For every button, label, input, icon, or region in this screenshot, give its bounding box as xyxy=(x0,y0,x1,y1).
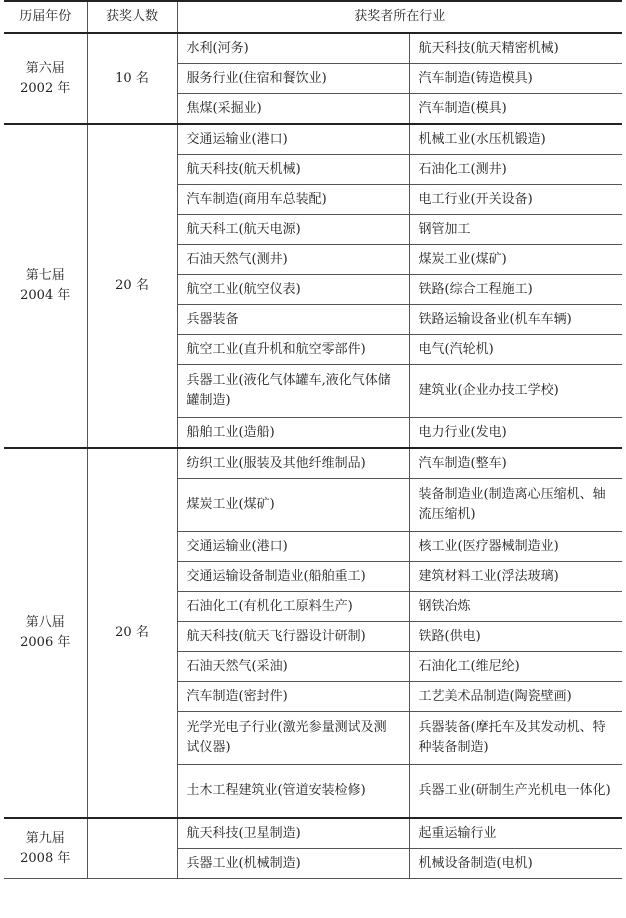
session-name: 第八届 xyxy=(25,615,65,630)
industry-cell-left: 石油化工(有机化工原料生产) xyxy=(177,592,409,622)
industry-cell-right: 机械设备制造(电机) xyxy=(409,849,622,879)
industry-cell-left: 航空工业(直升机和航空零部件) xyxy=(177,335,409,365)
industry-cell-left: 兵器工业(液化气体罐车,液化气体储罐制造) xyxy=(177,365,409,418)
session-year: 2002 年 xyxy=(20,80,71,96)
industry-cell-left: 交通运输业(港口) xyxy=(177,532,409,562)
table-row xyxy=(4,124,622,155)
industry-cell-left: 兵器装备 xyxy=(177,305,409,335)
industry-cell-left: 兵器工业(机械制造) xyxy=(177,849,409,879)
award-count-cell xyxy=(87,818,177,879)
session-cell xyxy=(4,818,87,879)
session-name: 第七届 xyxy=(25,268,65,283)
industry-cell-left: 纺织工业(服装及其他纤维制品) xyxy=(177,448,409,479)
industry-cell-left: 航天科工(航天电源) xyxy=(177,215,409,245)
industry-cell-right: 铁路运输设备业(机车车辆) xyxy=(409,305,622,335)
industry-cell-left: 交通运输设备制造业(船舶重工) xyxy=(177,562,409,592)
industry-cell-right: 建筑材料工业(浮法玻璃) xyxy=(409,562,622,592)
industry-cell-right: 起重运输行业 xyxy=(409,818,622,849)
session-name: 第九届 xyxy=(25,830,65,846)
industry-cell-left: 服务行业(住宿和餐饮业) xyxy=(177,64,409,94)
industry-cell-right: 汽车制造(铸造模具) xyxy=(409,64,622,94)
table-body xyxy=(4,33,622,879)
header-row xyxy=(4,1,622,33)
industry-cell-right: 石油化工(测井) xyxy=(409,155,622,185)
industry-cell-left: 船舶工业(造船) xyxy=(177,418,409,449)
session-year: 2006 年 xyxy=(20,635,71,650)
table-row xyxy=(4,818,622,849)
session-year: 2008 年 xyxy=(20,850,71,866)
session-cell xyxy=(4,448,87,818)
industry-cell-left: 焦煤(采掘业) xyxy=(177,94,409,125)
session-cell xyxy=(4,33,87,124)
industry-cell-left: 石油天然气(测井) xyxy=(177,245,409,275)
header-industry: 获奖者所在行业 xyxy=(177,1,622,33)
award-count-cell: 10 名 xyxy=(87,33,177,124)
industry-cell-right: 装备制造业(制造离心压缩机、轴流压缩机) xyxy=(409,479,622,532)
industry-cell-left: 汽车制造(密封件) xyxy=(177,682,409,712)
session-year: 2004 年 xyxy=(20,288,71,303)
industry-cell-right: 电气(汽轮机) xyxy=(409,335,622,365)
industry-cell-right: 石油化工(维尼纶) xyxy=(409,652,622,682)
industry-cell-left: 航天科技(航天飞行器设计研制) xyxy=(177,622,409,652)
industry-cell-right: 工艺美术品制造(陶瓷壁画) xyxy=(409,682,622,712)
industry-cell-right: 建筑业(企业办技工学校) xyxy=(409,365,622,418)
industry-cell-left: 航天科技(航天机械) xyxy=(177,155,409,185)
table-row xyxy=(4,33,622,64)
industry-cell-right: 钢铁冶炼 xyxy=(409,592,622,622)
industry-cell-left: 汽车制造(商用车总装配) xyxy=(177,185,409,215)
industry-cell-right: 铁路(综合工程施工) xyxy=(409,275,622,305)
table-row xyxy=(4,448,622,479)
industry-cell-right: 兵器装备(摩托车及其发动机、特种装备制造) xyxy=(409,712,622,765)
session-name: 第六届 xyxy=(25,60,65,76)
industry-cell-right: 煤炭工业(煤矿) xyxy=(409,245,622,275)
industry-cell-right: 钢管加工 xyxy=(409,215,622,245)
header-count: 获奖人数 xyxy=(87,1,177,33)
industry-cell-left: 石油天然气(采油) xyxy=(177,652,409,682)
award-count-cell: 20 名 xyxy=(87,124,177,448)
industry-cell-right: 电力行业(发电) xyxy=(409,418,622,449)
industry-cell-right: 核工业(医疗器械制造业) xyxy=(409,532,622,562)
industry-cell-left: 煤炭工业(煤矿) xyxy=(177,479,409,532)
industry-cell-left: 土木工程建筑业(管道安装检修) xyxy=(177,765,409,819)
industry-cell-left: 交通运输业(港口) xyxy=(177,124,409,155)
industry-cell-right: 铁路(供电) xyxy=(409,622,622,652)
industry-cell-right: 机械工业(水压机锻造) xyxy=(409,124,622,155)
awards-table xyxy=(4,0,622,879)
industry-cell-left: 航天科技(卫星制造) xyxy=(177,818,409,849)
industry-cell-right: 汽车制造(整车) xyxy=(409,448,622,479)
industry-cell-right: 兵器工业(研制生产光机电一体化) xyxy=(409,765,622,819)
industry-cell-left: 水利(河务) xyxy=(177,33,409,64)
award-count-cell: 20 名 xyxy=(87,448,177,818)
session-cell xyxy=(4,124,87,448)
header-session: 历届年份 xyxy=(4,1,87,33)
industry-cell-right: 航天科技(航天精密机械) xyxy=(409,33,622,64)
industry-cell-right: 电工行业(开关设备) xyxy=(409,185,622,215)
industry-cell-left: 光学光电子行业(激光参量测试及测试仪器) xyxy=(177,712,409,765)
industry-cell-right: 汽车制造(模具) xyxy=(409,94,622,125)
industry-cell-left: 航空工业(航空仪表) xyxy=(177,275,409,305)
